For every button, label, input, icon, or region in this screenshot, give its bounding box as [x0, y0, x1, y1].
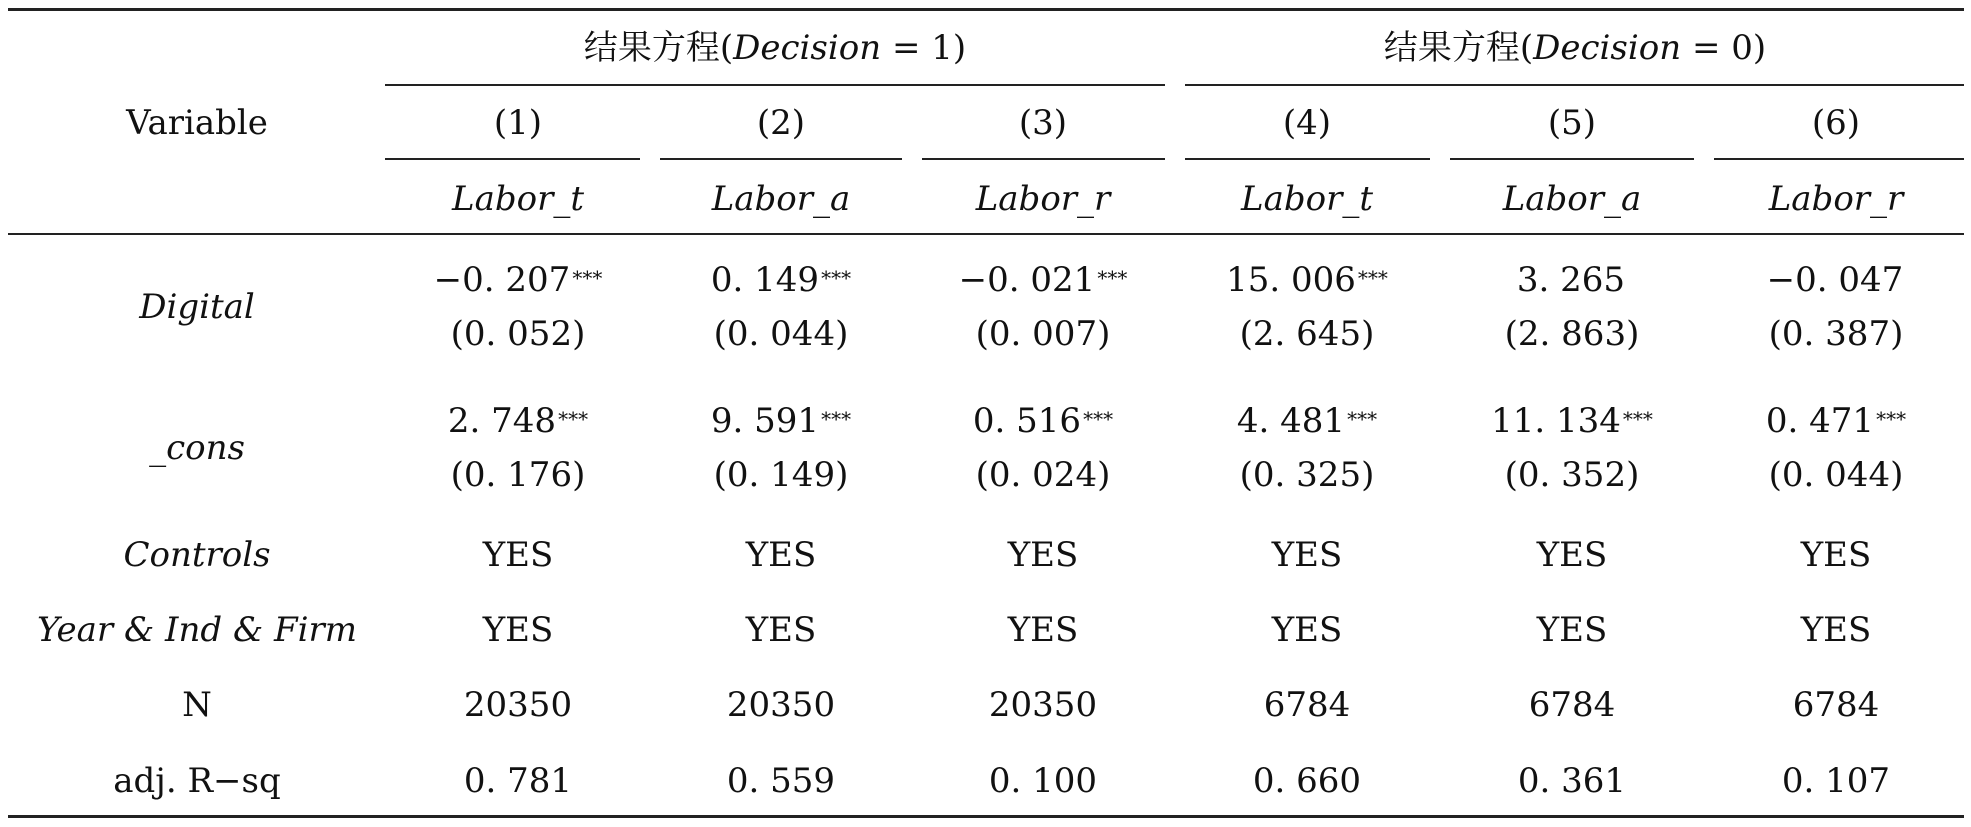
col5-dependent: Labor_a: [1502, 179, 1642, 219]
col4-rule: [1185, 158, 1430, 160]
row-label-adj-r-sq: adj. R−sq: [113, 761, 281, 801]
col1-rule: [385, 158, 640, 160]
header-bottom-rule: [8, 233, 1964, 235]
row-label-n: N: [182, 685, 212, 725]
row-label-digital: Digital: [139, 287, 255, 327]
cons-coef-3: 0. 516 ***: [972, 401, 1114, 441]
r2-value-6: 0. 107: [1781, 761, 1891, 801]
controls-value-3: YES: [1007, 535, 1079, 575]
fe-value-4: YES: [1271, 610, 1343, 650]
col1-number: (1): [493, 103, 543, 143]
r2-value-2: 0. 559: [726, 761, 836, 801]
significance-stars: ***: [821, 266, 852, 290]
significance-stars: ***: [1876, 407, 1907, 431]
digital-se-1: (0. 052): [450, 314, 586, 354]
col2-dependent: Labor_a: [711, 179, 851, 219]
fe-value-6: YES: [1800, 610, 1872, 650]
cons-coef-6: 0. 471 ***: [1765, 401, 1907, 441]
col2-rule: [660, 158, 902, 160]
significance-stars: ***: [572, 266, 603, 290]
cons-se-2: (0. 149): [713, 455, 849, 495]
significance-stars: ***: [1357, 266, 1388, 290]
fe-value-2: YES: [745, 610, 817, 650]
cons-se-4: (0. 325): [1239, 455, 1375, 495]
digital-coef-3: −0. 021 ***: [958, 260, 1128, 300]
col3-dependent: Labor_r: [975, 179, 1111, 219]
significance-stars: ***: [1347, 407, 1378, 431]
col3-number: (3): [1018, 103, 1068, 143]
r2-value-3: 0. 100: [988, 761, 1098, 801]
digital-se-2: (0. 044): [713, 314, 849, 354]
significance-stars: ***: [558, 407, 589, 431]
digital-coef-1: −0. 207 ***: [433, 260, 603, 300]
significance-stars: ***: [1622, 407, 1653, 431]
controls-value-6: YES: [1800, 535, 1872, 575]
group1-rule: [385, 84, 1165, 86]
col6-rule: [1714, 158, 1964, 160]
cons-se-1: (0. 176): [450, 455, 586, 495]
r2-value-5: 0. 361: [1517, 761, 1627, 801]
group1-suffix: = 1): [881, 28, 967, 68]
cons-coef-4: 4. 481 ***: [1236, 401, 1378, 441]
variable-header: Variable: [126, 103, 268, 143]
significance-stars: ***: [1083, 407, 1114, 431]
group2-rule: [1185, 84, 1964, 86]
controls-value-4: YES: [1271, 535, 1343, 575]
cons-se-3: (0. 024): [975, 455, 1111, 495]
col4-dependent: Labor_t: [1241, 179, 1373, 219]
digital-se-4: (2. 645): [1239, 314, 1375, 354]
col5-number: (5): [1547, 103, 1597, 143]
digital-se-5: (2. 863): [1504, 314, 1640, 354]
significance-stars: ***: [1097, 266, 1128, 290]
cons-se-5: (0. 352): [1504, 455, 1640, 495]
col3-rule: [922, 158, 1165, 160]
n-value-2: 20350: [726, 685, 836, 725]
digital-coef-5: 3. 265: [1516, 260, 1626, 300]
controls-value-1: YES: [482, 535, 554, 575]
digital-se-3: (0. 007): [975, 314, 1111, 354]
col2-number: (2): [756, 103, 806, 143]
group2-suffix: = 0): [1681, 28, 1767, 68]
controls-value-2: YES: [745, 535, 817, 575]
n-value-6: 6784: [1792, 685, 1880, 725]
col1-dependent: Labor_t: [452, 179, 584, 219]
bottom-rule: [8, 815, 1964, 818]
row-label-controls: Controls: [123, 535, 271, 575]
group2-header: [1384, 28, 1766, 68]
col4-number: (4): [1282, 103, 1332, 143]
row-label-cons: _cons: [149, 428, 245, 468]
top-rule: [8, 8, 1964, 11]
row-label-fixed-effects: Year & Ind & Firm: [37, 610, 357, 650]
n-value-4: 6784: [1263, 685, 1351, 725]
controls-value-5: YES: [1536, 535, 1608, 575]
fe-value-1: YES: [482, 610, 554, 650]
group1-prefix: 结果方程(: [583, 28, 734, 68]
cons-coef-2: 9. 591 ***: [710, 401, 852, 441]
group1-var: Decision: [733, 28, 882, 68]
significance-stars: ***: [821, 407, 852, 431]
digital-coef-6: −0. 047: [1766, 260, 1904, 300]
n-value-1: 20350: [463, 685, 573, 725]
group1-header: [584, 28, 966, 68]
cons-coef-5: 11. 134 ***: [1491, 401, 1653, 441]
r2-value-1: 0. 781: [463, 761, 573, 801]
n-value-5: 6784: [1528, 685, 1616, 725]
col6-number: (6): [1811, 103, 1861, 143]
fe-value-3: YES: [1007, 610, 1079, 650]
digital-coef-4: 15. 006 ***: [1226, 260, 1388, 300]
fe-value-5: YES: [1536, 610, 1608, 650]
col6-dependent: Labor_r: [1768, 179, 1904, 219]
col5-rule: [1450, 158, 1694, 160]
r2-value-4: 0. 660: [1252, 761, 1362, 801]
n-value-3: 20350: [988, 685, 1098, 725]
cons-se-6: (0. 044): [1768, 455, 1904, 495]
group2-prefix: 结果方程(: [1383, 28, 1534, 68]
digital-se-6: (0. 387): [1768, 314, 1904, 354]
digital-coef-2: 0. 149 ***: [710, 260, 852, 300]
group2-var: Decision: [1533, 28, 1682, 68]
cons-coef-1: 2. 748 ***: [447, 401, 589, 441]
